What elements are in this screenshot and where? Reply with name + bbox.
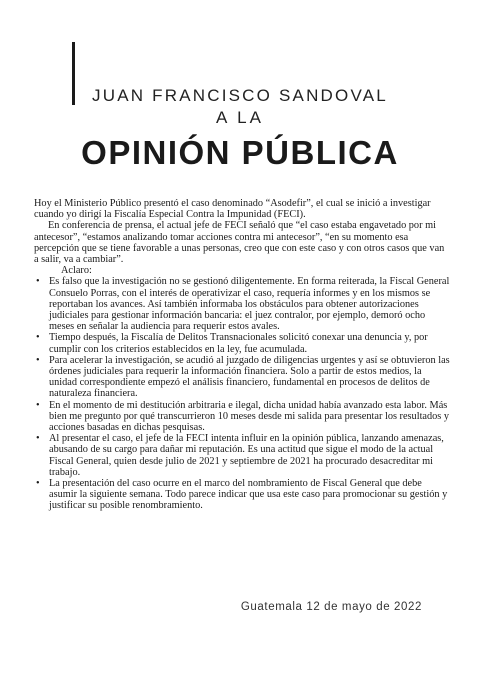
list-item: • Al presentar el caso, el jefe de la FECI intenta influir en la opinión pública, lanzando amenazas, abusando de su cargo para dañar mi reputación. Es una actitud que sigue el modo de la actual Fiscal General, quien desde julio de 2021 y septiembre de 2021 ha procurado desacreditar mi trabajo.: [34, 433, 450, 478]
press-paragraph: En conferencia de prensa, el actual jefe de FECI señaló que “el caso estaba engavetado por mi antecesor”, “estamos analizando tomar acciones contra mi antecesor”, “en su momento esa percepción que se tiene favorable a unas personas, creo que con este caso y con otros casos que van a salir, va a cambiar”.: [34, 220, 445, 266]
list-item: • Para acelerar la investigación, se acudió al juzgado de diligencias urgentes y así se obtuvieron las órdenes judiciales para requerir la información financiera. Solo a partir de estos medios, la unidad correspondiente empezó el análisis financiero, fundamental en procesos de delitos de naturaleza financiera.: [34, 355, 450, 400]
clarification-list: [34, 276, 450, 511]
list-item: • En el momento de mi destitución arbitraria e ilegal, dicha unidad había avanzado esta labor. Más bien me pregunto por qué transcurrieron 10 meses desde mi salida para presentar los resultados y acciones basadas en dichas pesquisas.: [34, 400, 450, 434]
letter-body: [34, 198, 450, 512]
page-title: OPINIÓN PÚBLICA: [81, 134, 399, 171]
letter-header: [0, 86, 480, 173]
intro-paragraph: Hoy el Ministerio Público presentó el caso denominado “Asodefir”, el cual se inició a investigar cuando yo dirigí la Fiscalía Especial Contra la Impunidad (FECI).: [34, 198, 431, 221]
clarification-label: Aclaro:: [61, 265, 92, 277]
dateline: Guatemala 12 de mayo de 2022: [240, 601, 422, 613]
header-connector: A LA: [216, 108, 264, 127]
author-name: JUAN FRANCISCO SANDOVAL: [92, 86, 388, 105]
list-item: • Tiempo después, la Fiscalía de Delitos Transnacionales solicitó conexar una denuncia y, por cumplir con los criterios establecidos en la ley, fue acumulada.: [34, 332, 450, 354]
list-item: • Es falso que la investigación no se gestionó diligentemente. En forma reiterada, la Fiscal General Consuelo Porras, con el interés de operativizar el caso, requería informes y en los mismos se reportaban los avances. Así también informaba los obstáculos para obtener autorizaciones judiciales para gestionar información bancaria: el juez contralor, por ejemplo, demoró ocho meses en señalar la audiencia para requerir estos avales.: [34, 276, 450, 332]
list-item: • La presentación del caso ocurre en el marco del nombramiento de Fiscal General que debe asumir la siguiente semana. Todo parece indicar que usa este caso para promocionar su gestión y justificar su posible renombramiento.: [34, 478, 450, 512]
